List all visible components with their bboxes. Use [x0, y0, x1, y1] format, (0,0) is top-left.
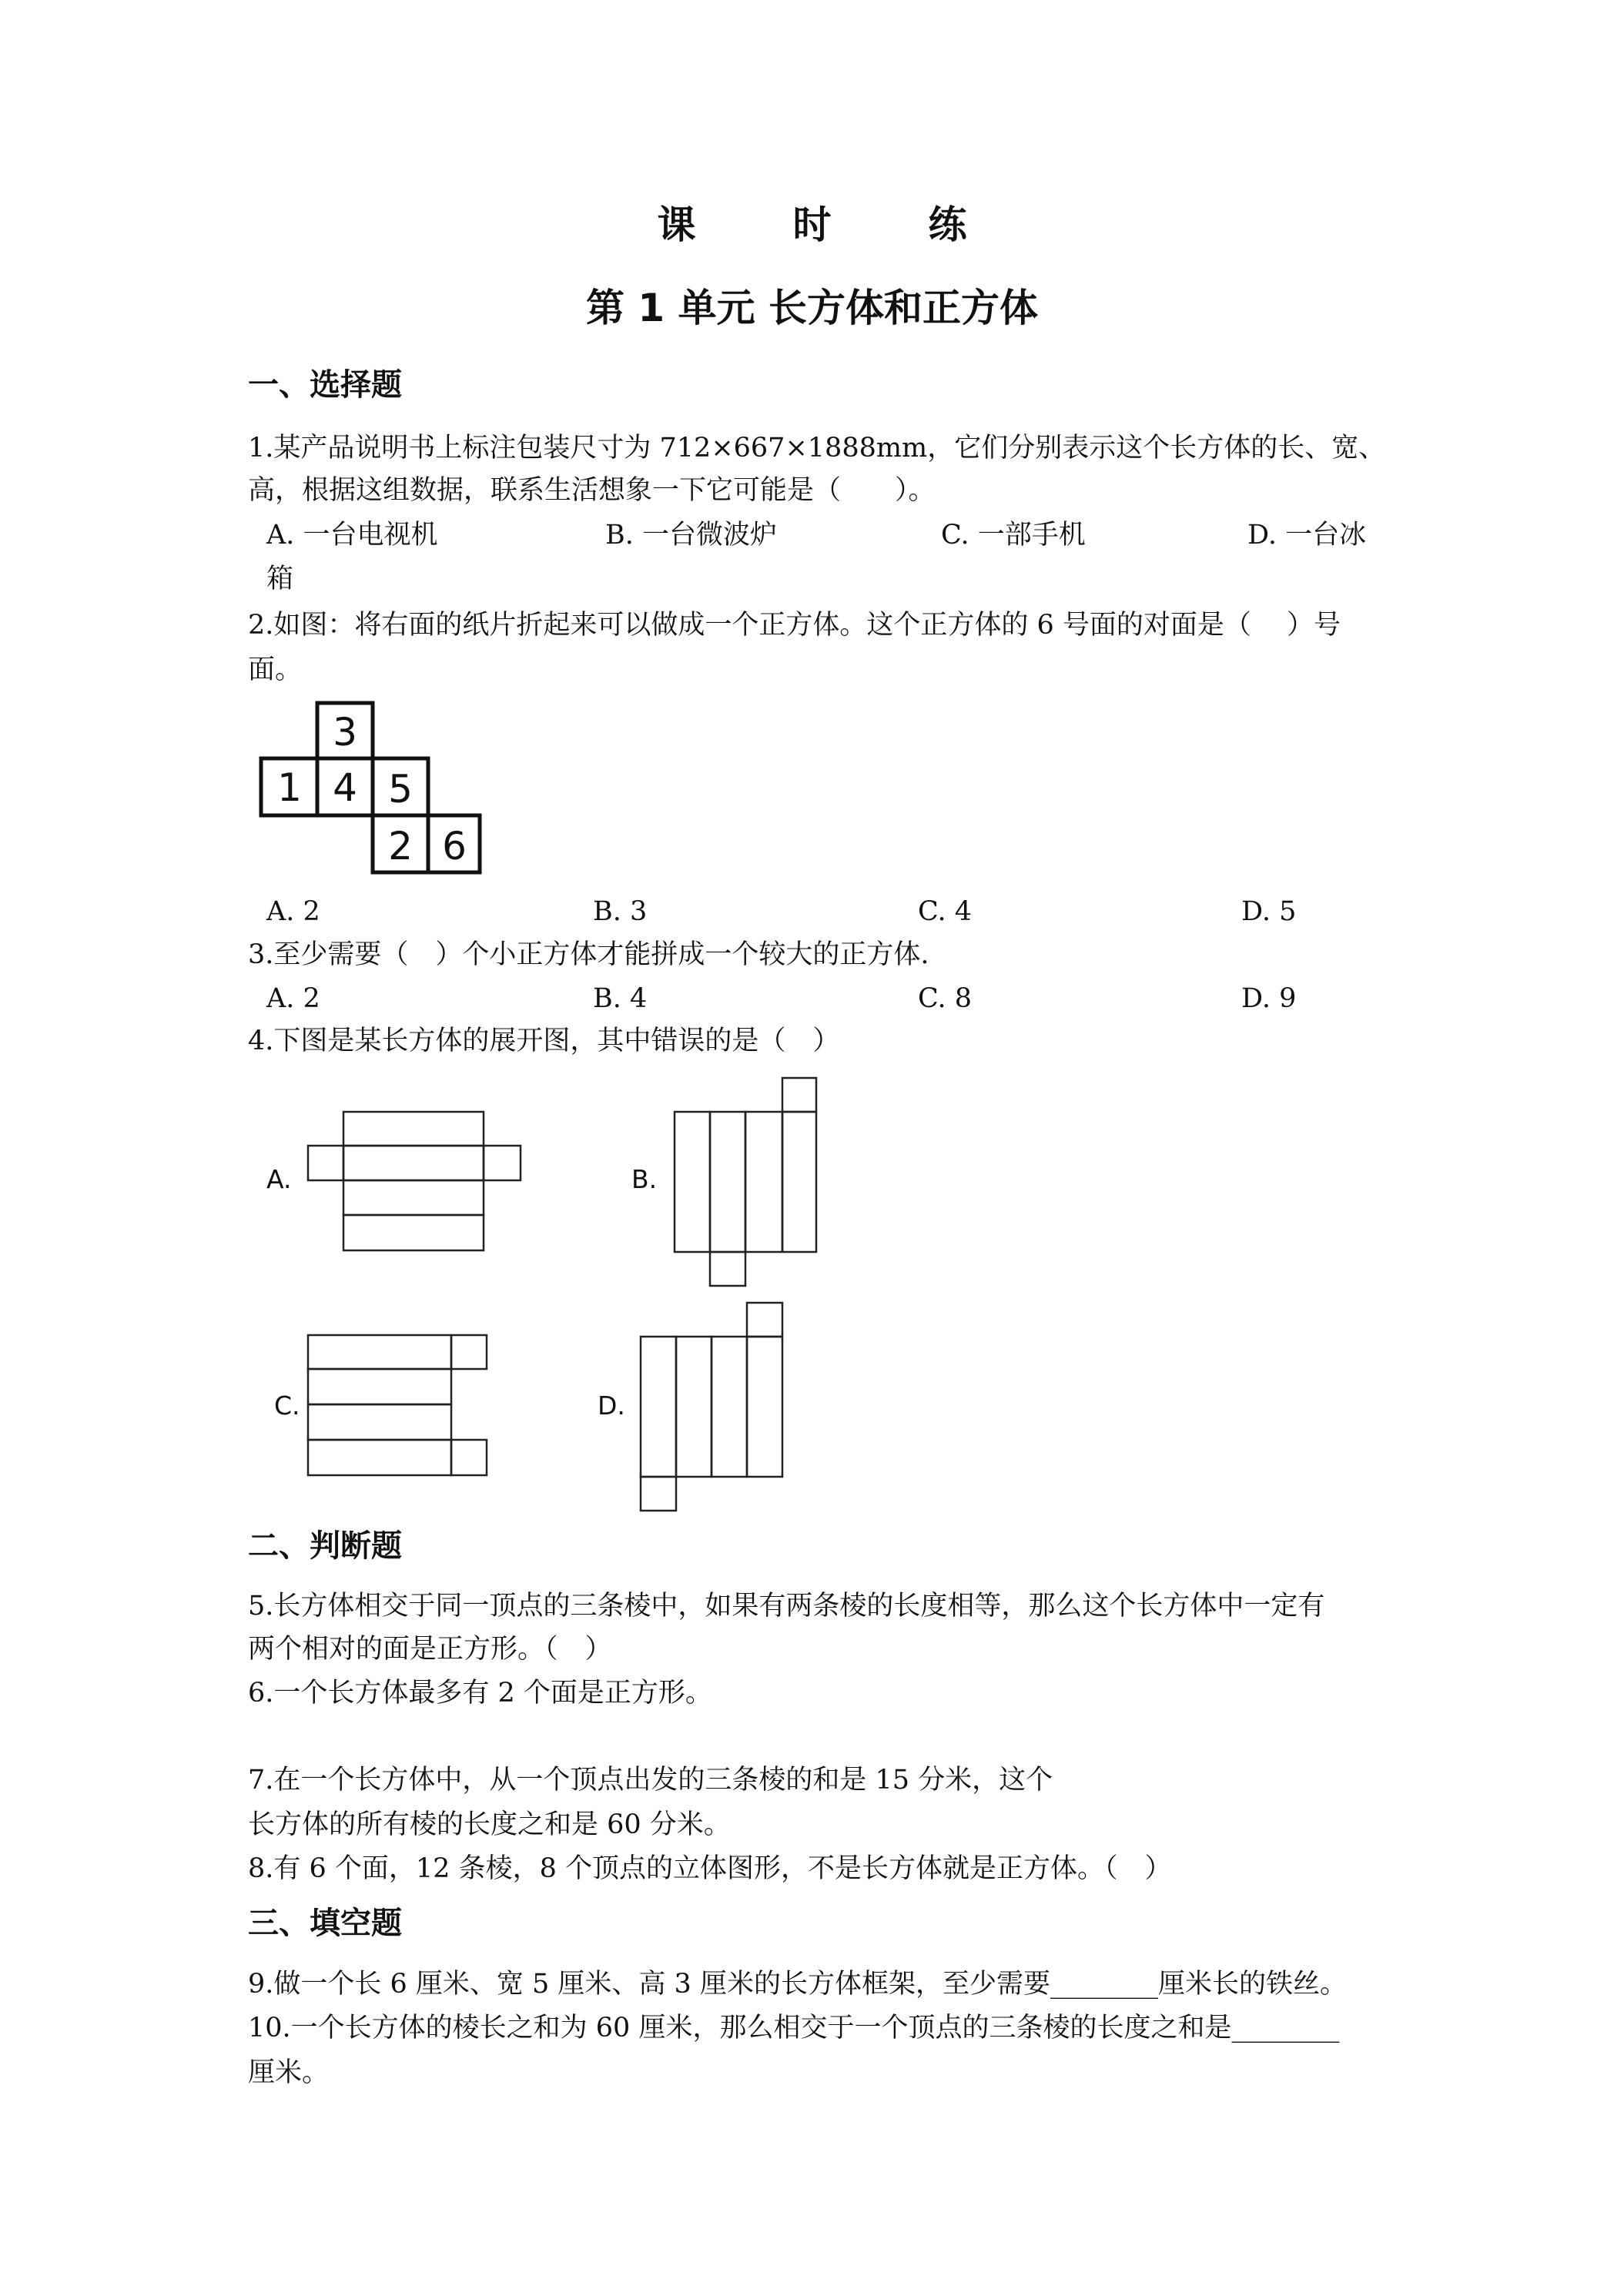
- q4-net-a: [306, 1110, 524, 1253]
- q5-text-line2: 两个相对的面是正方形。（ ）: [248, 1634, 612, 1665]
- q1-option-c: C. 一部手机: [941, 520, 1086, 551]
- q4-label-c: C.: [274, 1391, 300, 1421]
- net-number-6: 6: [442, 824, 467, 869]
- q8-text-line1: 8.有 6 个面，12 条棱，8 个顶点的立体图形，不是长方体就是正方体。（ ）: [248, 1853, 1172, 1884]
- q2-option-a: A. 2: [266, 896, 320, 927]
- cube-net-figure: [259, 701, 482, 875]
- page-title: 课 时 练: [657, 202, 996, 247]
- q6-text-line1: 6.一个长方体最多有 2 个面是正方形。: [248, 1678, 712, 1709]
- q10-text-line1: 10.一个长方体的棱长之和为 60 厘米，那么相交于一个顶点的三条棱的长度之和是________: [248, 2013, 1340, 2043]
- net-number-2: 2: [388, 824, 413, 869]
- q7-text-line1: 7.在一个长方体中，从一个顶点出发的三条棱的和是 15 分米，这个: [248, 1765, 1053, 1796]
- q4-label-a: A.: [266, 1164, 292, 1194]
- q3-text-line1: 3.至少需要（ ）个小正方体才能拼成一个较大的正方体.: [248, 939, 929, 970]
- q4-label-d: D.: [598, 1391, 625, 1421]
- q3-option-a: A. 2: [266, 983, 320, 1014]
- q2-option-b: B. 3: [593, 896, 648, 927]
- section-heading-choice: 一、选择题: [248, 367, 402, 403]
- q1-text-line2: 高，根据这组数据，联系生活想象一下它可能是（ ）。: [248, 475, 936, 506]
- q3-option-c: C. 8: [918, 983, 973, 1014]
- q10-text-line2: 厘米。: [248, 2057, 330, 2088]
- q2-text-line2: 面。: [248, 654, 303, 685]
- q2-option-c: C. 4: [918, 896, 973, 927]
- section-heading-judge: 二、判断题: [248, 1528, 402, 1564]
- q5-text-line1: 5.长方体相交于同一顶点的三条棱中，如果有两条棱的长度相等，那么这个长方体中一定有: [248, 1591, 1325, 1622]
- q4-net-b: [671, 1076, 819, 1289]
- section-heading-fill: 三、填空题: [248, 1906, 402, 1941]
- q1-option-a: A. 一台电视机: [266, 520, 438, 551]
- q4-net-c: [306, 1334, 491, 1480]
- net-number-5: 5: [388, 767, 413, 812]
- q2-text-line1: 2.如图：将右面的纸片折起来可以做成一个正方体。这个正方体的 6 号面的对面是（ ）号: [248, 610, 1341, 641]
- q7-text-line2: 长方体的所有棱的长度之和是 60 分米。: [248, 1809, 731, 1840]
- q9-text-line1: 9.做一个长 6 厘米、宽 5 厘米、高 3 厘米的长方体框架，至少需要________厘米长的铁丝。: [248, 1969, 1347, 2000]
- q1-option-d: D. 一台冰: [1247, 520, 1367, 551]
- net-number-3: 3: [333, 710, 357, 755]
- q2-option-d: D. 5: [1241, 896, 1297, 927]
- unit-title: 第 1 单元 长方体和正方体: [585, 286, 1038, 330]
- q1-option-d-continued: 箱: [266, 564, 294, 594]
- q4-label-b: B.: [631, 1164, 658, 1194]
- net-number-1: 1: [277, 765, 302, 810]
- q3-option-d: D. 9: [1241, 983, 1297, 1014]
- q1-text-line1: 1.某产品说明书上标注包装尺寸为 712×667×1888mm，它们分别表示这个长方体的长、宽、: [248, 433, 1386, 464]
- q3-option-b: B. 4: [593, 983, 648, 1014]
- net-number-4: 4: [333, 765, 357, 810]
- q4-text-line1: 4.下图是某长方体的展开图，其中错误的是（ ）: [248, 1026, 840, 1056]
- q1-option-b: B. 一台微波炉: [605, 520, 777, 551]
- q4-net-d: [638, 1301, 785, 1514]
